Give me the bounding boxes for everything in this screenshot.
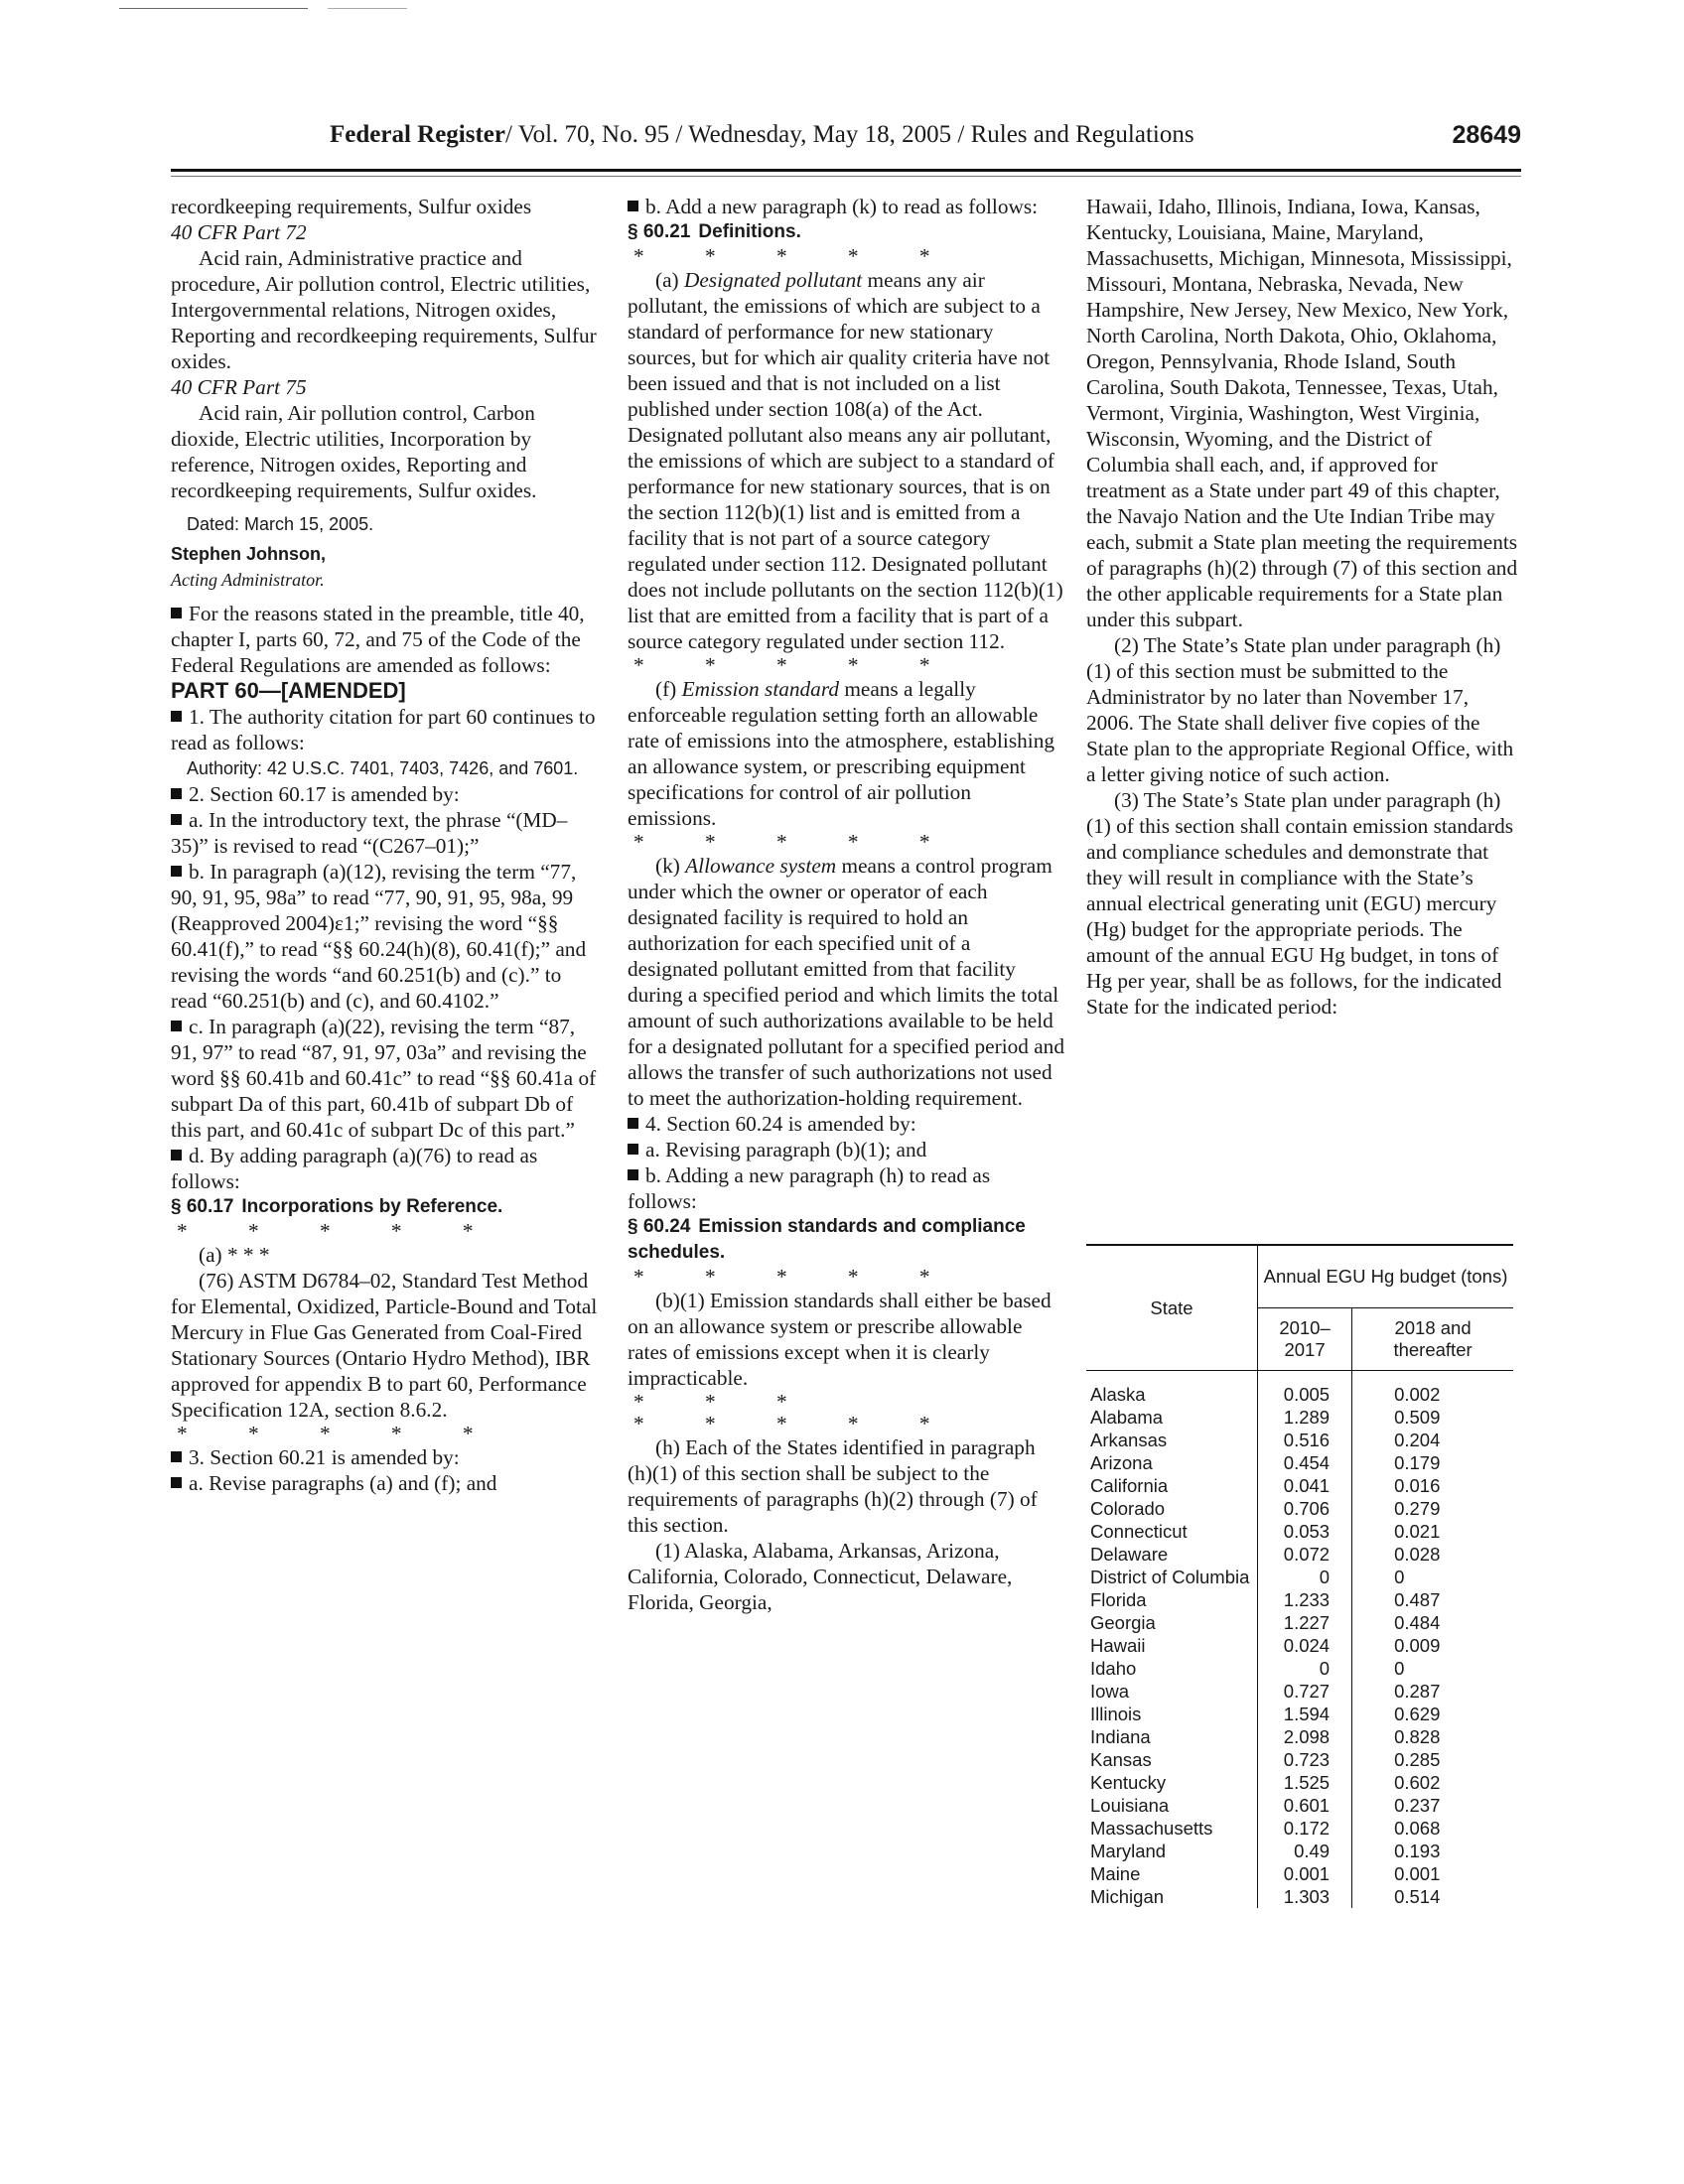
table-row (1086, 1657, 1513, 1680)
row-state: Alaska (1086, 1371, 1258, 1407)
table-row (1086, 1371, 1513, 1407)
ellipsis-stars: * * * * * (633, 1412, 958, 1435)
table-row (1086, 1611, 1513, 1634)
ellipsis-stars: * * * * * (633, 830, 958, 854)
column-2 (628, 194, 1064, 1615)
column-1 (171, 194, 602, 1496)
table-row (1086, 1474, 1513, 1497)
authority-citation: Authority: 42 U.S.C. 7401, 7403, 7426, and 7601. (187, 758, 579, 778)
amendment-instruction: 3. Section 60.21 is amended by: (171, 1444, 602, 1470)
amendment-instruction: 1. The authority citation for part 60 continues to read as follows: (171, 705, 596, 754)
row-budget-2010-2017: 0.024 (1258, 1634, 1352, 1657)
ellipsis-stars: * * * * * (633, 653, 958, 677)
row-budget-2018-thereafter: 0 (1394, 1658, 1405, 1679)
row-budget-2010-2017: 0.601 (1258, 1794, 1352, 1817)
scan-artifact-line (328, 8, 407, 9)
table-row (1086, 1588, 1513, 1611)
row-budget-2018-thereafter: 0.514 (1394, 1886, 1441, 1907)
header-rule (171, 169, 1521, 172)
table-header-state: State (1086, 1245, 1258, 1371)
row-state: Massachusetts (1086, 1817, 1258, 1840)
table-row (1086, 1634, 1513, 1657)
header-rule-thin (171, 176, 1521, 177)
amendment-instruction: c. In paragraph (a)(22), revising the term “87, 91, 97” to read “87, 91, 97, 03a” and revising the word §§ 60.41b and 60.41c” to read “§§ 60.41a of subpart Da of this part, 60.41b of subpart Db of this part, and 60.41c of subpart Dc of this part.” (171, 1015, 597, 1142)
bullet-icon (171, 711, 182, 722)
part-heading: PART 60—[AMENDED] (171, 678, 406, 703)
table-header-period-2: 2018 and thereafter (1352, 1308, 1513, 1371)
cfr-heading: 40 CFR Part 75 (171, 375, 307, 399)
row-budget-2010-2017: 0.454 (1258, 1451, 1352, 1474)
row-budget-2018-thereafter: 0.009 (1394, 1635, 1441, 1656)
amendment-instruction: a. Revising paragraph (b)(1); and (628, 1137, 1064, 1162)
table-row (1086, 1840, 1513, 1862)
row-budget-2018-thereafter: 0.204 (1394, 1430, 1441, 1450)
row-budget-2010-2017: 1.289 (1258, 1406, 1352, 1429)
paragraph: Hawaii, Idaho, Illinois, Indiana, Iowa, Kansas, Kentucky, Louisiana, Maine, Maryland, Massachusetts, Michigan, Minnesota, Mississippi, Missouri, Montana, Nebraska, Nevada, New Hampshire, New Jersey, New Mexico, New York, North Carolina, North Dakota, Ohio, Oklahoma, Oregon, Pennsylvania, Rhode Island, South Carolina, South Dakota, Tennessee, Texas, Utah, Vermont, Virginia, Washington, West Virginia, Wisconsin, Wyoming, and the District of Columbia shall each, and, if approved for treatment as a State under part 49 of this chapter, the Navajo Nation and the Ute Indian Tribe may each, submit a State plan meeting the requirements of paragraphs (h)(2) through (7) of this section and the other applicable requirements for a State plan under this subpart. (1086, 195, 1518, 631)
row-state: Kansas (1086, 1748, 1258, 1771)
bullet-icon (171, 788, 182, 799)
definition: (a) Designated pollutant means any air pollutant, the emissions of which are subject to a standard of performance for new stationary sources, but for which air quality criteria have not been issued and that is not included on a list published under section 108(a) of the Act. Designated pollutant also means any air pollutant, the emissions of which are subject to a standard of performance for new stationary sources, that is on the section 112(b)(1) list and is emitted from a facility that is not part of a source category regulated under section 112. Designated pollutant does not include pollutants on the section 112(b)(1) list that are emitted from a facility that is part of a source category regulated under section 112. (628, 268, 1063, 653)
row-state: Louisiana (1086, 1794, 1258, 1817)
table-row (1086, 1771, 1513, 1794)
row-budget-2010-2017: 0.727 (1258, 1680, 1352, 1703)
section-heading: § 60.21 Definitions. (628, 221, 801, 242)
bullet-icon (171, 1451, 182, 1462)
row-state: Georgia (1086, 1611, 1258, 1634)
signer-name: Stephen Johnson, (171, 544, 327, 564)
row-budget-2010-2017: 1.303 (1258, 1885, 1352, 1908)
paragraph: recordkeeping requirements, Sulfur oxides (171, 195, 532, 218)
table-row (1086, 1703, 1513, 1725)
section-heading: § 60.17 Incorporations by Reference. (171, 1196, 503, 1217)
table-row (1086, 1862, 1513, 1885)
bullet-icon (171, 1150, 182, 1160)
amendment-instruction: b. Add a new paragraph (k) to read as follows: (628, 194, 1064, 219)
table-row (1086, 1543, 1513, 1566)
table-header-period-1: 2010–2017 (1258, 1308, 1352, 1371)
row-state: Alabama (1086, 1406, 1258, 1429)
paragraph: (h) Each of the States identified in paragraph (h)(1) of this section shall be subject to the requirements of paragraphs (h)(2) through (7) of this section. (628, 1435, 1038, 1537)
amendment-instruction: b. In paragraph (a)(12), revising the term “77, 90, 91, 95, 98a” to read “77, 90, 91, 95, 98a, 99 (Reapproved 2004)ε1;” revising the word “§§ 60.41(f),” to read “§§ 60.24(h)(8), 60.41(f);” and revising the words “and 60.251(b) and (c).” to read “60.251(b) and (c), and 60.4102.” (171, 860, 587, 1013)
row-budget-2018-thereafter: 0.001 (1394, 1863, 1441, 1884)
row-budget-2010-2017: 1.233 (1258, 1588, 1352, 1611)
row-budget-2010-2017: 0.072 (1258, 1543, 1352, 1566)
row-state: Idaho (1086, 1657, 1258, 1680)
table-header-group: Annual EGU Hg budget (tons) (1258, 1245, 1514, 1308)
amendment-instruction: 4. Section 60.24 is amended by: (628, 1111, 1064, 1137)
section-heading: § 60.24 Emission standards and compliance schedules. (628, 1216, 1026, 1263)
row-budget-2018-thereafter: 0.285 (1394, 1749, 1441, 1770)
definition: (f) Emission standard means a legally enforceable regulation setting forth an allowable rate of emissions into the atmosphere, establishing an allowance system, or prescribing equipment specifications for control of air pollution emissions. (628, 677, 1054, 830)
row-state: Arizona (1086, 1451, 1258, 1474)
row-budget-2018-thereafter: 0.237 (1394, 1795, 1441, 1816)
signer-title: Acting Administrator. (171, 570, 325, 590)
bullet-icon (171, 1021, 182, 1031)
table-row (1086, 1406, 1513, 1429)
row-budget-2018-thereafter: 0.068 (1394, 1818, 1441, 1839)
table-row (1086, 1748, 1513, 1771)
row-budget-2010-2017: 0.053 (1258, 1520, 1352, 1543)
row-state: Florida (1086, 1588, 1258, 1611)
row-budget-2018-thereafter: 0.016 (1394, 1475, 1441, 1496)
row-state: California (1086, 1474, 1258, 1497)
bullet-icon (171, 608, 182, 618)
table-row (1086, 1885, 1513, 1908)
dated-line: Dated: March 15, 2005. (187, 514, 374, 534)
paragraph: (76) ASTM D6784–02, Standard Test Method for Elemental, Oxidized, Particle-Bound and Total Mercury in Flue Gas Generated from Coal-Fired Stationary Sources (Ontario Hydro Method), IBR approved for appendix B to part 60, Performance Specification 12A, section 8.6.2. (171, 1269, 598, 1422)
cfr-heading: 40 CFR Part 72 (171, 220, 307, 244)
row-budget-2010-2017: 2.098 (1258, 1725, 1352, 1748)
row-budget-2010-2017: 1.227 (1258, 1611, 1352, 1634)
paragraph: Acid rain, Administrative practice and procedure, Air pollution control, Electric utilities, Intergovernmental relations, Nitrogen oxides, Reporting and recordkeeping requirements, Sulfur oxides. (171, 246, 597, 373)
table-row (1086, 1794, 1513, 1817)
row-budget-2010-2017: 0.172 (1258, 1817, 1352, 1840)
row-budget-2018-thereafter: 0.002 (1394, 1384, 1441, 1405)
ellipsis-stars: * * * (633, 1390, 815, 1414)
bullet-icon (628, 201, 638, 211)
row-budget-2010-2017: 0.041 (1258, 1474, 1352, 1497)
ellipsis-stars: * * * * * (633, 244, 958, 268)
scan-artifact-line (119, 8, 308, 9)
row-budget-2010-2017: 0.49 (1258, 1840, 1352, 1862)
row-budget-2010-2017: 0 (1258, 1657, 1352, 1680)
row-state: Connecticut (1086, 1520, 1258, 1543)
row-state: Arkansas (1086, 1429, 1258, 1451)
bullet-icon (171, 814, 182, 825)
bullet-icon (171, 1477, 182, 1488)
row-budget-2018-thereafter: 0.193 (1394, 1841, 1441, 1861)
publication-name: Federal Register (330, 121, 506, 148)
table-row (1086, 1725, 1513, 1748)
row-budget-2010-2017: 0.723 (1258, 1748, 1352, 1771)
amendment-instruction: 2. Section 60.17 is amended by: (171, 781, 602, 807)
table-row (1086, 1429, 1513, 1451)
paragraph: (b)(1) Emission standards shall either be based on an allowance system or prescribe allowable rates of emissions except when it is clearly impracticable. (628, 1289, 1052, 1390)
amendment-instruction: d. By adding paragraph (a)(76) to read as follows: (171, 1144, 538, 1193)
amendment-instruction: b. Adding a new paragraph (h) to read as follows: (628, 1163, 991, 1213)
ellipsis-stars: * * * * * (177, 1422, 501, 1445)
page-number: 28649 (1452, 121, 1521, 149)
amendment-instruction: For the reasons stated in the preamble, title 40, chapter I, parts 60, 72, and 75 of the Code of the Federal Regulations are amended as follows: (171, 602, 585, 677)
table-row (1086, 1817, 1513, 1840)
row-budget-2010-2017: 0.005 (1258, 1371, 1352, 1407)
ellipsis-stars: * * * * * (633, 1265, 958, 1289)
row-budget-2018-thereafter: 0.484 (1394, 1612, 1441, 1633)
row-budget-2018-thereafter: 0.279 (1394, 1498, 1441, 1519)
table-row (1086, 1680, 1513, 1703)
bullet-icon (628, 1169, 638, 1180)
paragraph: (a) * * * (199, 1243, 270, 1267)
table-row (1086, 1497, 1513, 1520)
row-budget-2018-thereafter: 0.828 (1394, 1726, 1441, 1747)
row-budget-2010-2017: 0.001 (1258, 1862, 1352, 1885)
row-state: Maryland (1086, 1840, 1258, 1862)
row-state: Delaware (1086, 1543, 1258, 1566)
row-budget-2010-2017: 1.594 (1258, 1703, 1352, 1725)
row-state: Hawaii (1086, 1634, 1258, 1657)
page-header (171, 121, 1521, 155)
row-budget-2018-thereafter: 0.179 (1394, 1452, 1441, 1473)
row-budget-2018-thereafter: 0.021 (1394, 1521, 1441, 1542)
issue-info: / Vol. 70, No. 95 / Wednesday, May 18, 2005 / Rules and Regulations (505, 121, 1194, 148)
row-budget-2018-thereafter: 0.287 (1394, 1681, 1441, 1702)
amendment-instruction: a. Revise paragraphs (a) and (f); and (171, 1470, 602, 1496)
row-state: Michigan (1086, 1885, 1258, 1908)
hg-budget-table (1086, 1244, 1513, 1908)
paragraph: (3) The State’s State plan under paragraph (h)(1) of this section shall contain emission standards and compliance schedules and demonstrate that they will result in compliance with the State’s annual electrical generating unit (EGU) mercury (Hg) budget for the appropriate periods. The amount of the annual EGU Hg budget, in tons of Hg per year, shall be as follows, for the indicated State for the indicated period: (1086, 788, 1514, 1019)
row-budget-2018-thereafter: 0.487 (1394, 1589, 1441, 1610)
row-state: Illinois (1086, 1703, 1258, 1725)
row-budget-2018-thereafter: 0.602 (1394, 1772, 1441, 1793)
row-state: Iowa (1086, 1680, 1258, 1703)
row-state: Colorado (1086, 1497, 1258, 1520)
bullet-icon (628, 1118, 638, 1129)
paragraph: (2) The State’s State plan under paragraph (h)(1) of this section must be submitted to the Administrator by no later than November 17, 2006. The State shall deliver five copies of the State plan to the appropriate Regional Office, with a letter giving notice of such action. (1086, 633, 1514, 786)
row-budget-2010-2017: 0.516 (1258, 1429, 1352, 1451)
header-citation (330, 121, 1194, 149)
row-budget-2018-thereafter: 0 (1394, 1567, 1405, 1587)
paragraph: (1) Alaska, Alabama, Arkansas, Arizona, California, Colorado, Connecticut, Delaware, Florida, Georgia, (628, 1539, 1013, 1614)
row-state: Kentucky (1086, 1771, 1258, 1794)
row-budget-2010-2017: 0 (1258, 1566, 1352, 1588)
definition: (k) Allowance system means a control program under which the owner or operator of each designated facility is required to hold an authorization for each specified unit of a designated pollutant emitted from that facility during a specified period and which limits the total amount of such authorizations available to be held for a designated pollutant for a specified period and allows the transfer of such authorizations not used to meet the authorization-holding requirement. (628, 854, 1064, 1110)
bullet-icon (628, 1144, 638, 1155)
paragraph: Acid rain, Air pollution control, Carbon dioxide, Electric utilities, Incorporation by reference, Nitrogen oxides, Reporting and recordkeeping requirements, Sulfur oxides. (171, 401, 537, 502)
table-row (1086, 1520, 1513, 1543)
row-budget-2010-2017: 0.706 (1258, 1497, 1352, 1520)
table-row (1086, 1566, 1513, 1588)
table-row (1086, 1451, 1513, 1474)
row-state: Maine (1086, 1862, 1258, 1885)
column-3 (1086, 194, 1519, 1020)
row-budget-2010-2017: 1.525 (1258, 1771, 1352, 1794)
row-state: District of Columbia (1086, 1566, 1258, 1588)
row-budget-2018-thereafter: 0.028 (1394, 1544, 1441, 1565)
row-state: Indiana (1086, 1725, 1258, 1748)
row-budget-2018-thereafter: 0.629 (1394, 1704, 1441, 1724)
row-budget-2018-thereafter: 0.509 (1394, 1407, 1441, 1428)
amendment-instruction: a. In the introductory text, the phrase “(MD–35)” is revised to read “(C267–01);” (171, 808, 568, 858)
bullet-icon (171, 866, 182, 877)
ellipsis-stars: * * * * * (177, 1219, 501, 1243)
table-body (1086, 1371, 1513, 1909)
